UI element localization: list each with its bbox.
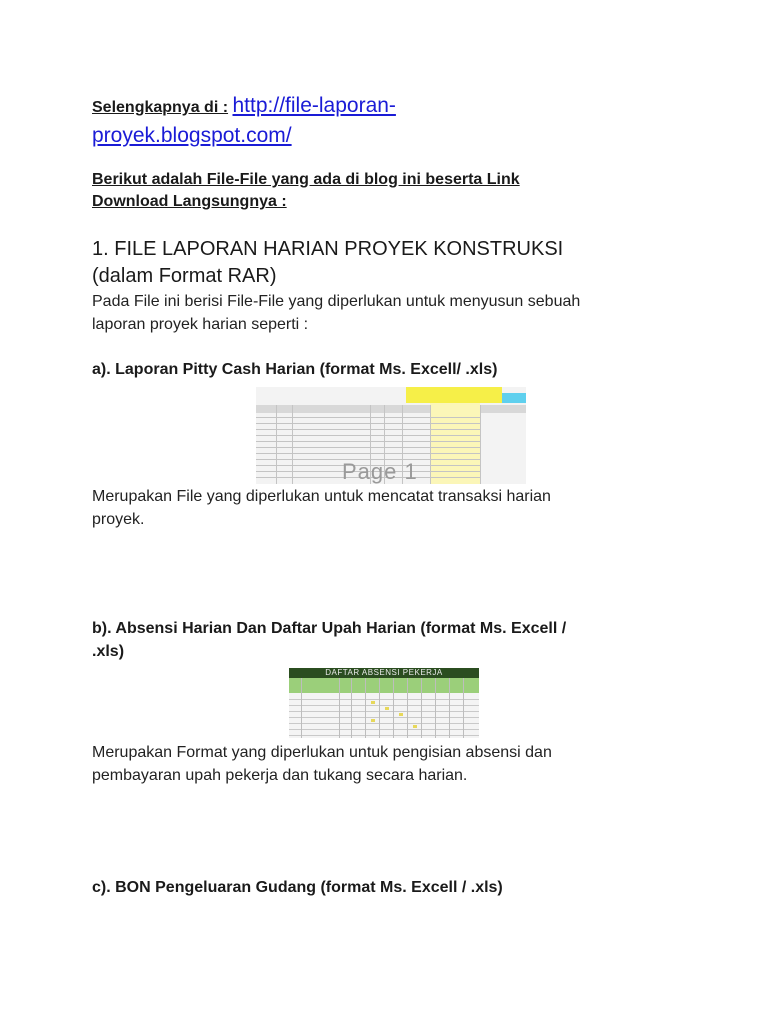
sheet-grid-row bbox=[289, 717, 479, 718]
sheet-grid-row bbox=[256, 441, 481, 442]
sheet-grid-row bbox=[256, 453, 481, 454]
sheet-grid-col bbox=[365, 678, 366, 738]
item-a-desc-line1: Merupakan File yang diperlukan untuk mencatat transaksi harian bbox=[92, 488, 551, 505]
attendance-mark bbox=[371, 719, 375, 722]
attendance-mark bbox=[399, 713, 403, 716]
sheet-grid-col bbox=[430, 405, 431, 484]
sheet-grid-col bbox=[276, 405, 277, 484]
sheet-grid-col bbox=[393, 678, 394, 738]
sheet-header-row bbox=[289, 678, 479, 693]
subheading-line1: Berikut adalah File-File yang ada di blog ini beserta Link bbox=[92, 171, 520, 188]
section1-desc-line1: Pada File ini berisi File-File yang diperlukan untuk menyusun sebuah bbox=[92, 293, 581, 310]
section1-description bbox=[92, 290, 732, 336]
sheet-grid-col bbox=[421, 678, 422, 738]
pitty-cash-sheet-thumbnail bbox=[256, 387, 526, 484]
sheet-grid-row bbox=[256, 447, 481, 448]
blog-link-line1[interactable]: http://file-laporan- bbox=[232, 94, 396, 117]
item-c-heading: c). BON Pengeluaran Gudang (format Ms. Excell / .xls) bbox=[92, 879, 503, 896]
files-subheading bbox=[92, 169, 652, 213]
sheet-grid-col bbox=[480, 405, 481, 484]
sheet-grid-row bbox=[256, 435, 481, 436]
sheet-grid-col bbox=[301, 678, 302, 738]
absensi-sheet-thumbnail bbox=[289, 668, 479, 738]
sheet-grid-row bbox=[256, 417, 481, 418]
sheet-grid-col bbox=[407, 678, 408, 738]
sheet-grid-col bbox=[449, 678, 450, 738]
page-watermark: Page 1 bbox=[342, 459, 418, 484]
blog-link-line2[interactable]: proyek.blogspot.com/ bbox=[92, 124, 292, 147]
item-a-desc-line2: proyek. bbox=[92, 511, 145, 528]
sheet-header-row bbox=[256, 405, 526, 413]
sheet-grid-col bbox=[351, 678, 352, 738]
item-a-heading: a). Laporan Pitty Cash Harian (format Ms. Excell/ .xls) bbox=[92, 361, 498, 378]
sheet-grid-row bbox=[256, 423, 481, 424]
subheading-line2: Download Langsungnya : bbox=[92, 193, 287, 210]
sheet-grid-col bbox=[292, 405, 293, 484]
sheet-grid-col bbox=[463, 678, 464, 738]
section1-desc-line2: laporan proyek harian seperti : bbox=[92, 316, 309, 333]
intro-label: Selengkapnya di : bbox=[92, 99, 229, 116]
sheet-grid-row bbox=[289, 735, 479, 736]
sheet-grid-col bbox=[339, 678, 340, 738]
item-b-description bbox=[92, 741, 732, 787]
item-b-heading-line1: b). Absensi Harian Dan Daftar Upah Harian (format Ms. Excell / bbox=[92, 620, 567, 637]
sheet-grid-row bbox=[289, 723, 479, 724]
attendance-mark bbox=[385, 707, 389, 710]
attendance-mark bbox=[371, 701, 375, 704]
section1-title-line1: 1. FILE LAPORAN HARIAN PROYEK KONSTRUKSI bbox=[92, 238, 564, 260]
sheet-highlight-cell bbox=[502, 393, 526, 403]
sheet-grid-col bbox=[379, 678, 380, 738]
sheet-grid-row bbox=[289, 699, 479, 700]
sheet-title: DAFTAR ABSENSI PEKERJA bbox=[289, 668, 479, 678]
sheet-grid-row bbox=[289, 729, 479, 730]
sheet-summary-box bbox=[406, 387, 502, 403]
intro-block bbox=[92, 92, 712, 152]
item-b-heading bbox=[92, 617, 732, 663]
sheet-grid-row bbox=[289, 711, 479, 712]
section1-title bbox=[92, 236, 732, 290]
item-b-desc-line1: Merupakan Format yang diperlukan untuk pengisian absensi dan bbox=[92, 744, 552, 761]
sheet-grid-row bbox=[256, 429, 481, 430]
item-b-heading-line2: .xls) bbox=[92, 643, 125, 660]
attendance-mark bbox=[413, 725, 417, 728]
item-b-desc-line2: pembayaran upah pekerja dan tukang secara harian. bbox=[92, 767, 468, 784]
section1-title-line2: (dalam Format RAR) bbox=[92, 265, 277, 287]
sheet-grid-row bbox=[289, 705, 479, 706]
item-a-description bbox=[92, 485, 732, 531]
sheet-grid-col bbox=[435, 678, 436, 738]
